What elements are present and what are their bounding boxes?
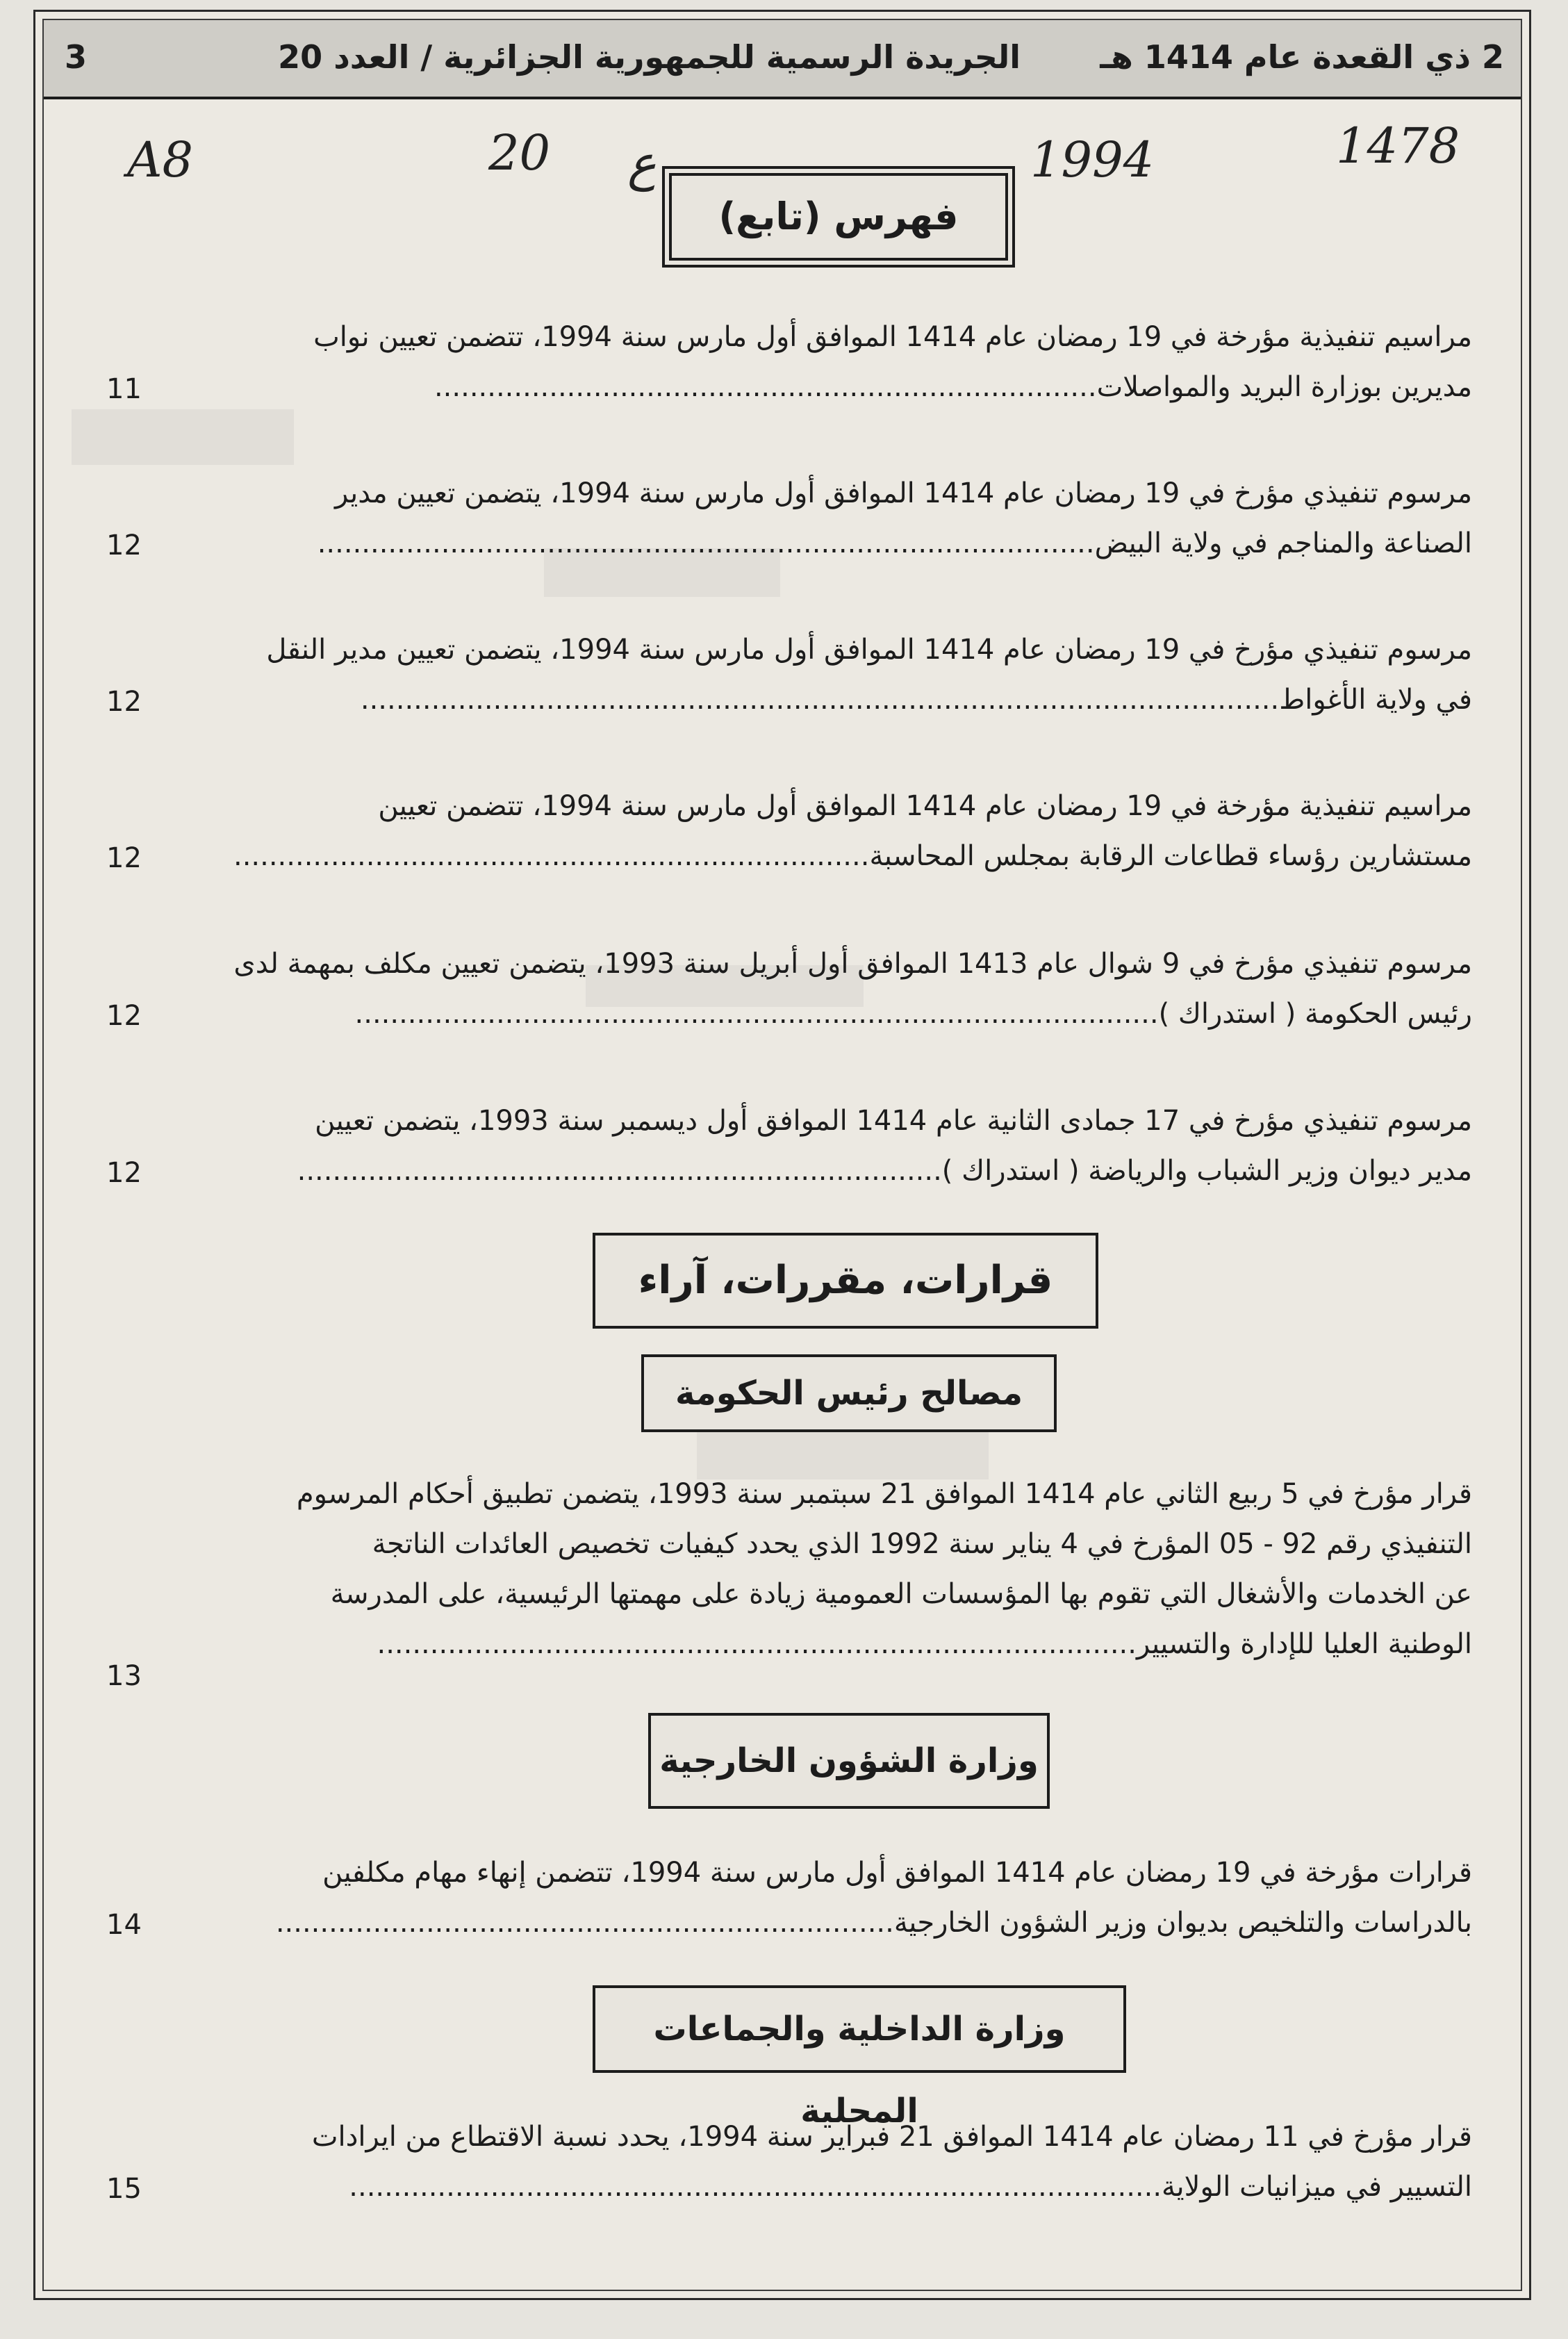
entry-line: رئيس الحكومة ( استدراك )........................................................................................... bbox=[354, 998, 1472, 1030]
entry-line: التنفيذي رقم 92 - 05 المؤرخ في 4 يناير سنة 1992 الذي يحدد كيفيات تخصيص العائدات الناتجة bbox=[372, 1528, 1472, 1560]
entry-line: التسيير في ميزانيات الولاية............................................................................................ bbox=[349, 2171, 1472, 2203]
entry-line: مراسيم تنفيذية مؤرخة في 19 رمضان عام 1414 الموافق أول مارس سنة 1994، تتضمن تعيين نواب bbox=[313, 321, 1472, 353]
section-decisions-box bbox=[593, 1233, 1098, 1329]
index-entry bbox=[117, 1848, 1472, 1948]
index-entry bbox=[117, 312, 1472, 412]
section-gov-box bbox=[641, 1354, 1057, 1432]
section-decisions-title: قرارات، مقررات، آراء bbox=[638, 1258, 1053, 1303]
bleed-through-mark bbox=[72, 409, 294, 465]
index-title: فهرس (تابع) bbox=[718, 195, 959, 238]
index-entry bbox=[117, 625, 1472, 725]
entry-line: مدير ديوان وزير الشباب والرياضة ( استدراك )......................................................................... bbox=[297, 1155, 1472, 1187]
entry-line: الصناعة والمناجم في ولاية البيض........................................................................................ bbox=[317, 527, 1472, 559]
entry-line: مرسوم تنفيذي مؤرخ في 17 جمادى الثانية عام 1414 الموافق أول ديسمبر سنة 1993، يتضمن تعيين bbox=[315, 1105, 1472, 1137]
handwritten-note-c: ع bbox=[627, 135, 657, 192]
index-title-box bbox=[669, 173, 1008, 261]
entry-line: قرار مؤرخ في 5 ربيع الثاني عام 1414 الموافق 21 سبتمبر سنة 1993، يتضمن تطبيق أحكام المرسوم bbox=[296, 1478, 1472, 1510]
section-interior-title: وزارة الداخلية والجماعات المحلية bbox=[653, 2010, 1066, 2131]
entry-page-number: 12 bbox=[106, 530, 142, 561]
section-interior-box bbox=[593, 1985, 1126, 2131]
entry-page-number: 14 bbox=[106, 1909, 142, 1941]
section-foreign-title: وزارة الشؤون الخارجية bbox=[659, 1741, 1039, 1780]
index-entry bbox=[117, 781, 1472, 881]
entry-line: قرارات مؤرخة في 19 رمضان عام 1414 الموافق أول مارس سنة 1994، تتضمن إنهاء مهام مكلفين bbox=[322, 1857, 1472, 1889]
entry-page-number: 12 bbox=[106, 1000, 142, 1032]
section-gov-title: مصالح رئيس الحكومة bbox=[675, 1374, 1023, 1413]
handwritten-note-b: 20 bbox=[488, 124, 551, 181]
entry-page-number: 15 bbox=[106, 2173, 142, 2205]
page-header bbox=[44, 20, 1521, 99]
entry-line: الوطنية العليا للإدارة والتسيير...................................................................................... bbox=[377, 1628, 1472, 1660]
section-foreign-box bbox=[648, 1713, 1050, 1809]
page-frame bbox=[42, 19, 1522, 2291]
entry-page-number: 12 bbox=[106, 842, 142, 874]
entry-page-number: 12 bbox=[106, 686, 142, 718]
handwritten-note-d: 1994 bbox=[1030, 131, 1155, 188]
entry-line: في ولاية الأغواط........................................................................................................ bbox=[360, 684, 1472, 716]
index-entry bbox=[117, 1469, 1472, 1669]
entry-line: بالدراسات والتلخيص بديوان وزير الشؤون الخارجية...................................................................... bbox=[275, 1907, 1472, 1939]
header-page-number: 3 bbox=[65, 38, 88, 76]
entry-line: مستشارين رؤساء قطاعات الرقابة بمجلس المحاسبة........................................................................ bbox=[233, 840, 1472, 872]
entry-line: مرسوم تنفيذي مؤرخ في 19 رمضان عام 1414 الموافق أول مارس سنة 1994، يتضمن تعيين مدير bbox=[335, 477, 1472, 509]
index-entry bbox=[117, 939, 1472, 1039]
index-entry bbox=[117, 1096, 1472, 1196]
journal-page bbox=[33, 10, 1531, 2300]
entry-line: مرسوم تنفيذي مؤرخ في 19 رمضان عام 1414 الموافق أول مارس سنة 1994، يتضمن تعيين مدير النقل bbox=[266, 634, 1472, 666]
entry-line: عن الخدمات والأشغال التي تقوم بها المؤسسات العمومية زيادة على مهمتها الرئيسية، على المدرسة bbox=[330, 1578, 1472, 1610]
header-date: 2 ذي القعدة عام 1414 هـ bbox=[1100, 38, 1504, 76]
entry-page-number: 13 bbox=[106, 1660, 142, 1692]
entry-line: قرار مؤرخ في 11 رمضان عام 1414 الموافق 21 فبراير سنة 1994، يحدد نسبة الاقتطاع من ايرادات bbox=[311, 2121, 1472, 2153]
index-entry bbox=[117, 468, 1472, 568]
entry-page-number: 12 bbox=[106, 1157, 142, 1189]
index-entry bbox=[117, 2112, 1472, 2212]
header-title: الجريدة الرسمية للجمهورية الجزائرية / العدد 20 bbox=[278, 38, 1021, 76]
entry-page-number: 11 bbox=[106, 373, 142, 405]
entry-line: مراسيم تنفيذية مؤرخة في 19 رمضان عام 1414 الموافق أول مارس سنة 1994، تتضمن تعيين bbox=[378, 790, 1472, 822]
entry-line: مديرين بوزارة البريد والمواصلات........................................................................... bbox=[434, 371, 1472, 403]
handwritten-note-a: A8 bbox=[127, 131, 194, 188]
handwritten-note-e: 1478 bbox=[1336, 117, 1460, 174]
entry-line: مرسوم تنفيذي مؤرخ في 9 شوال عام 1413 الموافق أول أبريل سنة 1993، يتضمن تعيين مكلف بمهمة لدى bbox=[233, 948, 1472, 980]
